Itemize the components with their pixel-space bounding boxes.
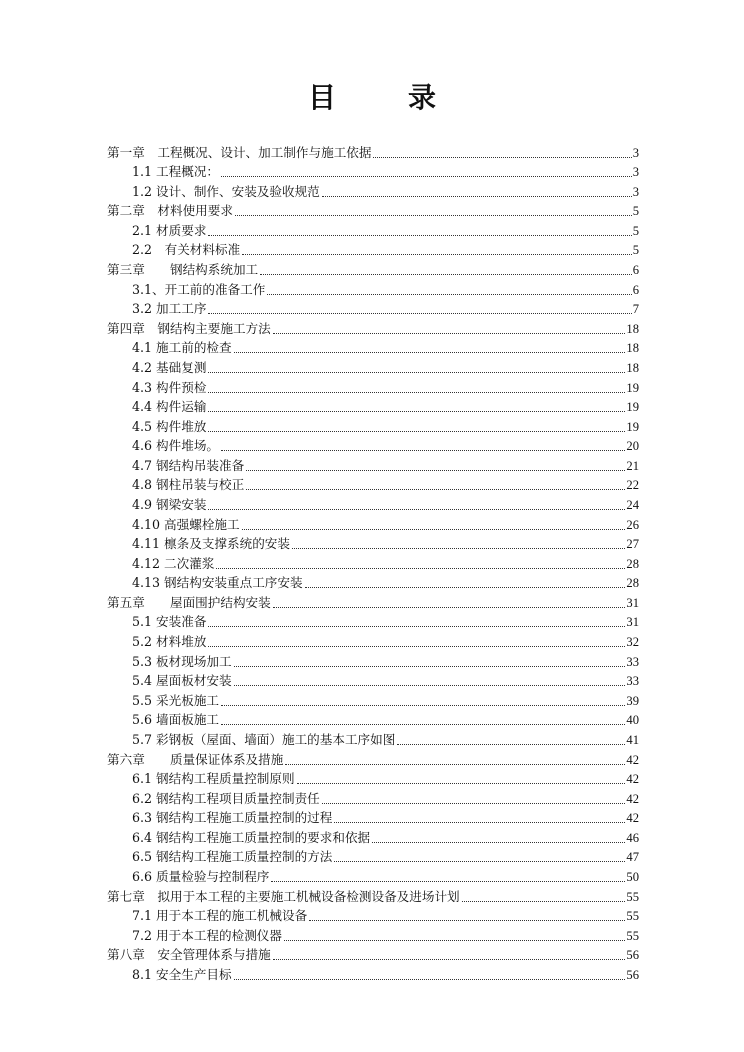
dot-leader [208,626,625,627]
toc-page-number: 50 [626,869,639,884]
dot-leader [208,392,625,393]
dot-leader [242,529,626,530]
dot-leader [246,470,625,471]
toc-entry-label: 5.4 屋面板材安装 [132,673,232,689]
toc-section-entry[interactable] [107,493,639,513]
toc-entry-label: 第六章 质量保证体系及措施 [107,751,284,767]
dot-leader [284,940,625,941]
toc-entry-label: 7.1 用于本工程的施工机械设备 [132,908,308,924]
toc-page-number: 42 [626,811,639,826]
dot-leader [267,294,631,295]
toc-section-entry[interactable] [107,728,639,748]
toc-entry-label: 4.9 钢梁安装 [132,496,207,512]
dot-leader [305,587,626,588]
dot-leader [208,509,625,510]
dot-leader [397,744,625,745]
toc-entry-label: 4.11 檩条及支撑系统的安装 [132,536,290,552]
toc-section-entry[interactable] [107,826,639,846]
toc-page-number: 47 [626,850,639,865]
dot-leader [322,803,626,804]
toc-entry-label: 1.2 设计、制作、安装及验收规范 [132,183,320,199]
toc-entry-label: 5.2 材料堆放 [132,634,207,650]
dot-leader [221,176,632,177]
toc-entry-label: 2.2 有关材料标准 [132,242,241,258]
toc-section-entry[interactable] [107,905,639,925]
dot-leader [221,705,625,706]
toc-entry-label: 5.6 墙面板施工 [132,712,220,728]
toc-entry-label: 第三章 钢结构系统加工 [107,262,259,278]
dot-leader [309,920,625,921]
toc-section-entry[interactable] [107,924,639,944]
toc-section-entry[interactable] [107,161,639,181]
toc-entry-label: 3.1、开工前的准备工作 [132,281,266,297]
toc-section-entry[interactable] [107,572,639,592]
toc-page-number: 56 [626,948,639,963]
toc-page-number: 5 [632,223,639,238]
dot-leader [373,157,631,158]
toc-page-number: 55 [626,909,639,924]
toc-entry-label: 6.1 钢结构工程质量控制原则 [132,771,295,787]
toc-section-entry[interactable] [107,533,639,553]
toc-entry-label: 6.6 质量检验与控制程序 [132,868,270,884]
toc-section-entry[interactable] [107,807,639,827]
toc-page-number: 5 [632,243,639,258]
dot-leader [297,783,626,784]
toc-entry-label: 4.10 高强螺栓施工 [132,516,240,532]
toc-entry-label: 4.4 构件运输 [132,399,207,415]
dot-leader [271,881,625,882]
toc-page-number: 42 [626,791,639,806]
dot-leader [208,431,625,432]
toc-entry-label: 5.5 采光板施工 [132,692,220,708]
dot-leader [273,959,626,960]
toc-page-number: 19 [626,380,639,395]
toc-page-number: 27 [626,537,639,552]
toc-section-entry[interactable] [107,611,639,631]
dot-leader [234,666,626,667]
dot-leader [221,450,625,451]
toc-page-number: 31 [626,615,639,630]
toc-page-number: 33 [626,654,639,669]
toc-entry-label: 6.2 钢结构工程项目质量控制责任 [132,790,320,806]
toc-entry-label: 第二章 材料使用要求 [107,203,233,219]
toc-chapter-entry[interactable] [107,748,639,768]
toc-page-number: 41 [626,732,639,747]
toc-section-entry[interactable] [107,650,639,670]
toc-entry-label: 4.3 构件预检 [132,379,207,395]
toc-page-number: 18 [626,321,639,336]
toc-section-entry[interactable] [107,474,639,494]
toc-page-number: 28 [626,556,639,571]
dot-leader [208,372,625,373]
toc-entry-label: 1.1 工程概况： [132,164,220,180]
toc-entry-label: 4.6 构件堆场。 [132,438,220,454]
toc-page-number: 40 [626,713,639,728]
toc-section-entry[interactable] [107,356,639,376]
toc-section-entry[interactable] [107,670,639,690]
toc-entry-label: 6.3 钢结构工程施工质量控制的过程 [132,810,333,826]
toc-page-number: 42 [626,752,639,767]
dot-leader [372,842,625,843]
toc-section-entry[interactable] [107,709,639,729]
dot-leader [273,333,626,334]
dot-leader [208,235,631,236]
dot-leader [462,901,626,902]
toc-section-entry[interactable] [107,415,639,435]
toc-section-entry[interactable] [107,376,639,396]
dot-leader [246,489,625,490]
toc-entry-label: 4.5 构件堆放 [132,418,207,434]
toc-page-number: 3 [632,165,639,180]
dot-leader [260,274,632,275]
toc-entry-label: 4.8 钢柱吊装与校正 [132,477,245,493]
dot-leader [216,568,625,569]
toc-entry-label: 6.5 钢结构工程施工质量控制的方法 [132,849,333,865]
toc-page-number: 46 [626,830,639,845]
toc-entry-label: 4.7 钢结构吊装准备 [132,457,245,473]
toc-section-entry[interactable] [107,435,639,455]
toc-page-number: 32 [626,635,639,650]
toc-page-number: 39 [626,693,639,708]
toc-page-number: 31 [626,595,639,610]
page-title: 目 录 [307,81,458,114]
toc-section-entry[interactable] [107,963,639,983]
toc-section-entry[interactable] [107,219,639,239]
toc-page-number: 20 [626,439,639,454]
toc-page-number: 19 [626,419,639,434]
toc-page-number: 56 [626,967,639,982]
toc-page-number: 6 [632,263,639,278]
dot-leader [221,724,625,725]
toc-chapter-entry[interactable] [107,141,639,161]
toc-section-entry[interactable] [107,630,639,650]
toc-page-number: 7 [632,302,639,317]
toc-entry-label: 第一章 工程概况、设计、加工制作与施工依据 [107,144,372,160]
toc-section-entry[interactable] [107,278,639,298]
toc-entry-label: 第五章 屋面围护结构安装 [107,594,271,610]
toc-section-entry[interactable] [107,513,639,533]
toc-section-entry[interactable] [107,689,639,709]
toc-chapter-entry[interactable] [107,591,639,611]
toc-entry-label: 5.7 彩钢板（屋面、墙面）施工的基本工序如图 [132,731,396,747]
toc-page-number: 18 [626,360,639,375]
toc-section-entry[interactable] [107,337,639,357]
toc-entry-label: 6.4 钢结构工程施工质量控制的要求和依据 [132,829,371,845]
toc-page-number: 42 [626,772,639,787]
toc-section-entry[interactable] [107,846,639,866]
toc-entry-label: 4.1 施工前的检查 [132,340,232,356]
toc-chapter-entry[interactable] [107,317,639,337]
toc-page-number: 55 [626,928,639,943]
toc-section-entry[interactable] [107,298,639,318]
toc-section-entry[interactable] [107,396,639,416]
toc-section-entry[interactable] [107,768,639,788]
toc-page-number: 22 [626,478,639,493]
toc-page-number: 18 [626,341,639,356]
toc-section-entry[interactable] [107,865,639,885]
toc-page-number: 33 [626,674,639,689]
toc-entry-label: 第八章 安全管理体系与措施 [107,947,271,963]
dot-leader [208,646,625,647]
toc-page-number: 55 [626,889,639,904]
toc-entry-label: 5.3 板材现场加工 [132,653,232,669]
toc-entry-label: 7.2 用于本工程的检测仪器 [132,927,282,943]
toc-page-number: 5 [632,204,639,219]
toc-chapter-entry[interactable] [107,885,639,905]
dot-leader [234,979,626,980]
toc-section-entry[interactable] [107,239,639,259]
toc-page-number: 6 [632,282,639,297]
toc-entry-label: 8.1 安全生产目标 [132,966,232,982]
dot-leader [234,685,626,686]
toc-page-number: 21 [626,458,639,473]
toc-page-number: 3 [632,145,639,160]
dot-leader [334,822,625,823]
toc-page-number: 28 [626,576,639,591]
dot-leader [208,313,631,314]
toc-page-number: 26 [626,517,639,532]
dot-leader [235,215,632,216]
toc-entry-label: 4.12 二次灌浆 [132,555,215,571]
toc-page-number: 24 [626,497,639,512]
toc-page-number: 3 [632,184,639,199]
dot-leader [285,764,625,765]
toc-entry-label: 4.13 钢结构安装重点工序安装 [132,575,303,591]
dot-leader [242,254,632,255]
toc-section-entry[interactable] [107,180,639,200]
toc-chapter-entry[interactable] [107,200,639,220]
dot-leader [292,548,625,549]
table-of-contents [107,141,639,983]
toc-page-number: 19 [626,400,639,415]
dot-leader [322,196,632,197]
dot-leader [273,607,626,608]
toc-entry-label: 5.1 安装准备 [132,614,207,630]
toc-section-entry[interactable] [107,787,639,807]
dot-leader [208,411,625,412]
toc-section-entry[interactable] [107,454,639,474]
toc-chapter-entry[interactable] [107,258,639,278]
toc-entry-label: 4.2 基础复测 [132,359,207,375]
toc-section-entry[interactable] [107,552,639,572]
dot-leader [234,352,626,353]
toc-entry-label: 2.1 材质要求 [132,222,207,238]
toc-chapter-entry[interactable] [107,944,639,964]
dot-leader [334,861,625,862]
toc-entry-label: 第四章 钢结构主要施工方法 [107,320,271,336]
toc-entry-label: 第七章 拟用于本工程的主要施工机械设备检测设备及进场计划 [107,888,460,904]
toc-entry-label: 3.2 加工工序 [132,301,207,317]
